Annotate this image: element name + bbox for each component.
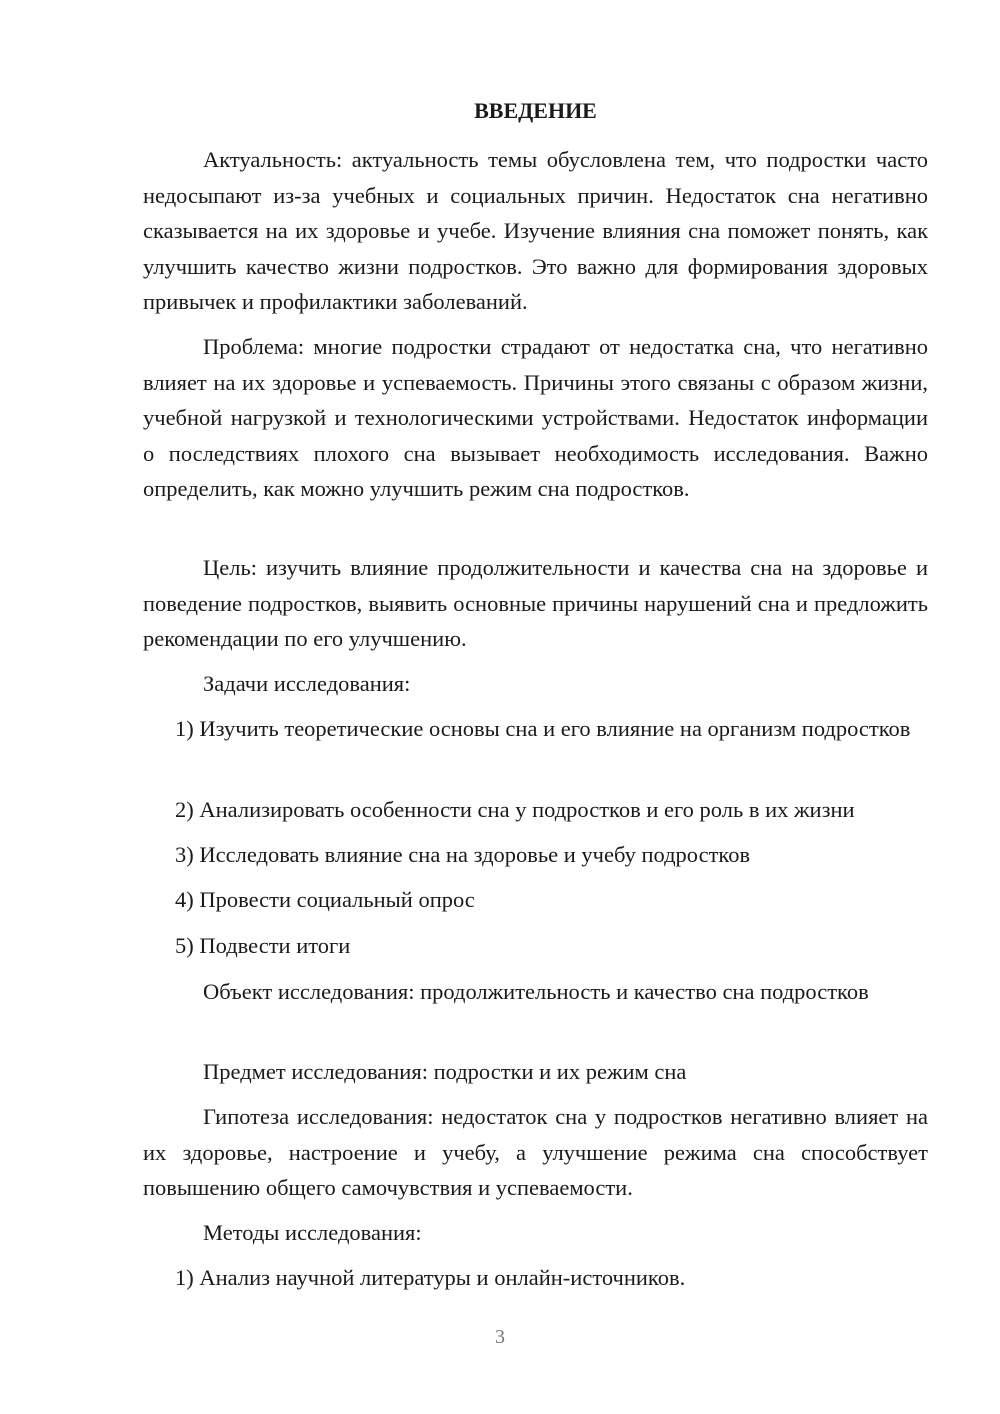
- paragraph-object: Объект исследования: продолжительность и качество сна подростков: [203, 979, 869, 1004]
- task-item-1: 1) Изучить теоретические основы сна и его влияние на организм подростков: [175, 716, 911, 741]
- section-title: ВВЕДЕНИЕ: [474, 98, 597, 123]
- paragraph-hypothesis: Гипотеза исследования: недостаток сна у подростков негативно влияет на их здоровье, настроение и учебу, а улучшение режима сна способствует повышению общего самочувствия и успеваемости.: [143, 1104, 928, 1200]
- method-item-1: 1) Анализ научной литературы и онлайн-источников.: [175, 1265, 686, 1290]
- task-item-4: 4) Провести социальный опрос: [175, 887, 475, 912]
- paragraph-goal: Цель: изучить влияние продолжительности и качества сна на здоровье и поведение подростков, выявить основные причины нарушений сна и предложить рекомендации по его улучшению.: [143, 555, 928, 651]
- paragraph-subject: Предмет исследования: подростки и их режим сна: [203, 1059, 687, 1084]
- methods-heading: Методы исследования:: [203, 1220, 422, 1245]
- task-item-5: 5) Подвести итоги: [175, 933, 351, 958]
- page-number: 3: [495, 1326, 505, 1348]
- tasks-heading: Задачи исследования:: [203, 671, 411, 696]
- paragraph-relevance: Актуальность: актуальность темы обусловлена тем, что подростки часто недосыпают из-за учебных и социальных причин. Недостаток сна негативно сказывается на их здоровье и учебе. Изучение влияния сна поможет понять, как улучшить качество жизни подростков. Это важно для формирования здоровых привычек и профилактики заболеваний.: [143, 147, 928, 314]
- task-item-2: 2) Анализировать особенности сна у подростков и его роль в их жизни: [175, 797, 855, 822]
- paragraph-problem: Проблема: многие подростки страдают от недостатка сна, что негативно влияет на их здоровье и успеваемость. Причины этого связаны с образом жизни, учебной нагрузкой и технологическими устройствами. Недостаток информации о последствиях плохого сна вызывает необходимость исследования. Важно определить, как можно улучшить режим сна подростков.: [143, 334, 928, 501]
- task-item-3: 3) Исследовать влияние сна на здоровье и учебу подростков: [175, 842, 751, 867]
